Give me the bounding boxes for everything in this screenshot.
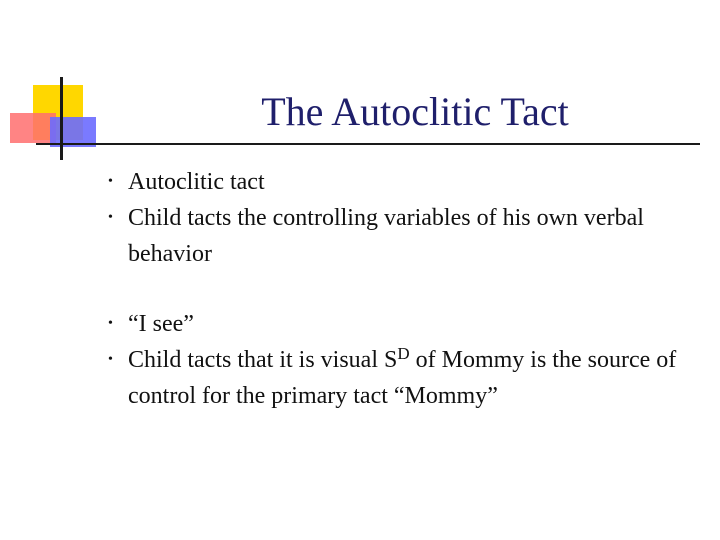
bullet-text-start: Child tacts that it is visual S xyxy=(128,347,398,373)
bullet-list xyxy=(108,164,688,414)
bullet-item xyxy=(108,164,688,200)
slide-title: The Autoclitic Tact xyxy=(261,89,569,134)
bullet-text-end: of Mommy is the source of control for the primary tact “Mommy” xyxy=(128,347,677,409)
title-divider-line xyxy=(36,143,700,145)
bullet-text: Child tacts the controlling variables of his own verbal behavior xyxy=(128,205,644,267)
bullet-dot: • xyxy=(108,210,113,225)
bullet-item xyxy=(108,342,688,414)
bullet-item xyxy=(108,200,688,272)
bullet-text: “I see” xyxy=(128,311,194,337)
bullet-item xyxy=(108,306,688,342)
bullet-dot: • xyxy=(108,352,113,367)
superscript-d: D xyxy=(397,344,410,363)
bullet-text: Autoclitic tact xyxy=(128,169,265,195)
bullet-dot: • xyxy=(108,316,113,331)
logo-vertical-line xyxy=(60,77,63,160)
bullet-dot: • xyxy=(108,174,113,189)
